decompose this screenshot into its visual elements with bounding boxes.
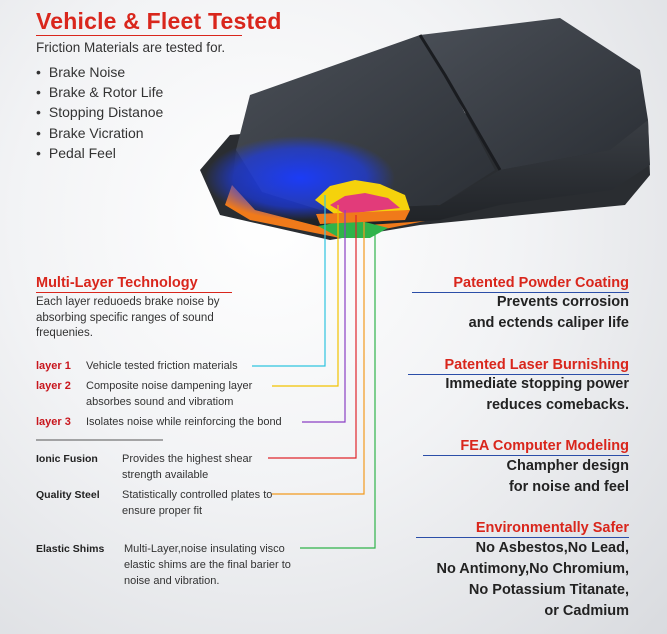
multi-layer-title: Multi-Layer Technology: [36, 275, 198, 291]
layer-2-text: Composite noise dampening layer absorbes sound and vibratiom: [86, 380, 253, 408]
feature-environment-body: [436, 538, 629, 622]
layer-3-text: Isolates noise while reinforcing the bond: [86, 416, 282, 428]
multi-layer-underline: [36, 292, 232, 293]
elastic-shims-label: Elastic Shims: [36, 543, 105, 555]
feature-laser-burnishing-title: Patented Laser Burnishing: [444, 357, 629, 373]
page-title: Vehicle & Fleet Tested: [36, 8, 282, 34]
list-item: • Pedal Feel: [36, 143, 163, 163]
layer-1-text: Vehicle tested friction materials: [86, 360, 238, 372]
feature-line: No Potassium Titanate,: [468, 582, 629, 598]
feature-line: or Cadmium: [544, 603, 629, 619]
feature-line: Immediate stopping power: [445, 376, 629, 392]
feature-line: No Antimony,No Chromium,: [436, 561, 629, 577]
feature-powder-coating-title: Patented Powder Coating: [453, 275, 629, 291]
ionic-fusion-label: Ionic Fusion: [36, 453, 98, 465]
list-item: • Brake Noise: [36, 62, 163, 82]
elastic-shims-text: Multi-Layer,noise insulating visco elastic shims are the final barier to noise and vibration.: [124, 543, 291, 587]
layer-2-label: layer 2: [36, 380, 71, 392]
feature-line: reduces comebacks.: [486, 397, 629, 413]
ionic-fusion-text: Provides the highest shear strength available: [122, 453, 253, 481]
subtitle: Friction Materials are tested for.: [36, 40, 226, 55]
list-item: • Brake & Rotor Life: [36, 82, 163, 102]
feature-line: for noise and feel: [508, 479, 629, 495]
feature-powder-coating-body: [469, 292, 629, 334]
layer-3-label: layer 3: [36, 416, 71, 428]
quality-steel-label: Quality Steel: [36, 489, 100, 501]
multi-layer-description: Each layer reduoeds brake noise by absorbing specific ranges of sound frequenies.: [36, 296, 220, 339]
quality-steel-text: Statistically controlled plates to ensure proper fit: [122, 489, 273, 517]
feature-fea-modeling-title: FEA Computer Modeling: [460, 438, 629, 454]
layer-1-label: layer 1: [36, 360, 71, 372]
feature-line: Prevents corrosion: [496, 294, 629, 310]
feature-line: Champher design: [506, 458, 629, 474]
list-item: • Stopping Distanoe: [36, 102, 163, 122]
feature-environment-title: Environmentally Safer: [475, 520, 629, 536]
leader-steel: [272, 222, 364, 494]
feature-line: and ectends caliper life: [468, 315, 629, 331]
list-item: • Brake Vicration: [36, 123, 163, 143]
title-underline: [36, 35, 242, 36]
feature-line: No Asbestos,No Lead,: [475, 540, 629, 556]
tested-list: [36, 62, 163, 163]
feature-laser-burnishing-body: [445, 374, 629, 416]
feature-fea-modeling-body: [507, 456, 629, 498]
